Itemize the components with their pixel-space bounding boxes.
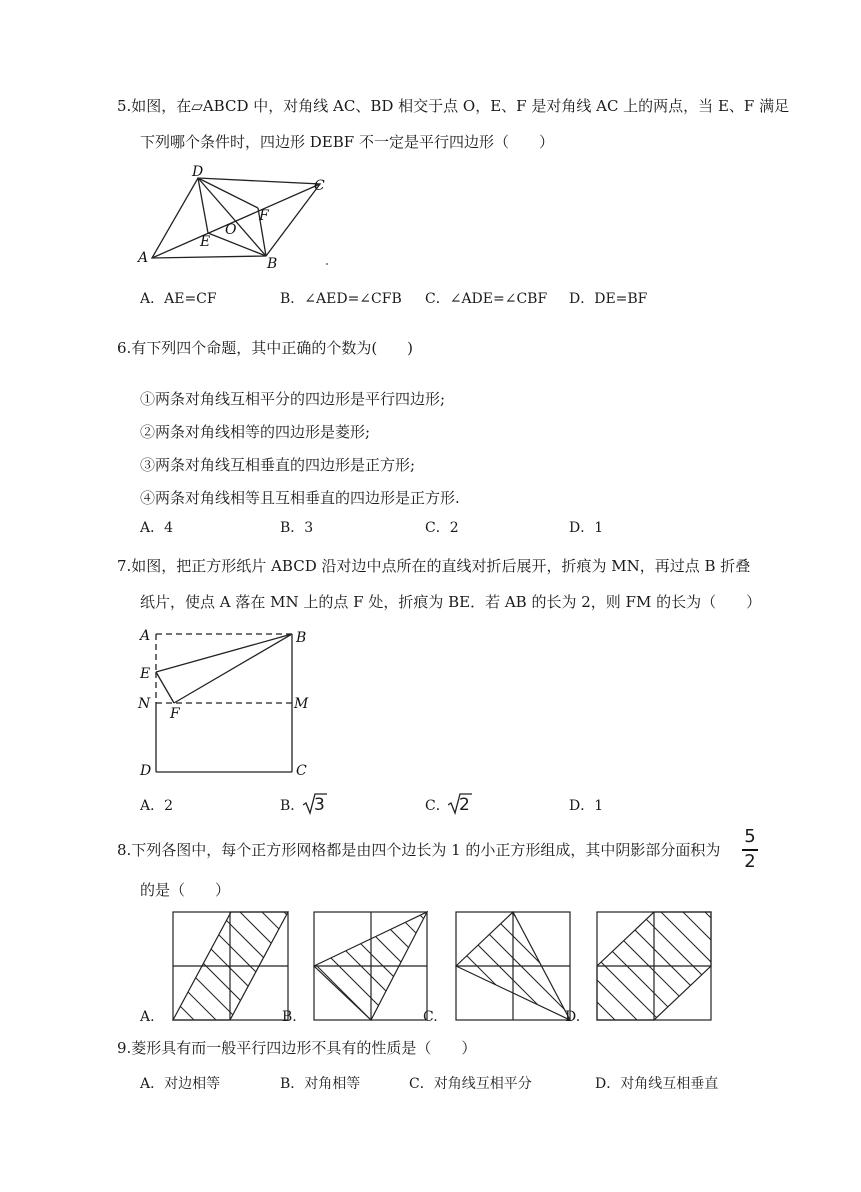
q5-stem-line2: 下列哪个条件时，四边形 DEBF 不一定是平行四边形（ ） <box>140 133 554 151</box>
q9-stem: 9.菱形具有而一般平行四边形不具有的性质是（ ） <box>117 1039 477 1057</box>
q5-label-f: F <box>259 208 269 224</box>
q8-option-c[interactable]: C. <box>423 1009 438 1025</box>
q7-option-c[interactable] <box>425 796 450 816</box>
q7-label-e: E <box>140 666 151 682</box>
q5-stem-line1: 5.如图，在▱ABCD 中，对角线 AC、BD 相交于点 O，E、F 是对角线 AC 上的两点，当 E、F 满足 <box>117 97 790 115</box>
q5-label-e: E <box>200 234 211 250</box>
q6-statement-1: ①两条对角线互相平分的四边形是平行四边形; <box>140 390 446 408</box>
q7-label-n: N <box>138 696 151 712</box>
q6-option-c[interactable]: C．2 <box>425 520 459 536</box>
q7-label-a: A <box>140 628 151 644</box>
q8-fraction-numerator: 5 <box>744 826 756 847</box>
q8-stem-line2: 的是（ ） <box>140 881 231 899</box>
q8-option-a[interactable]: A. <box>140 1009 155 1025</box>
q7-option-b-letter: B． <box>280 798 305 814</box>
q7-option-d[interactable]: D．1 <box>569 798 604 814</box>
q5-parallelogram-figure <box>130 162 340 274</box>
q5-option-a[interactable]: A．AE=CF <box>140 291 217 307</box>
q7-option-b-radicand: 3 <box>314 795 325 815</box>
q7-option-c-radicand: 2 <box>459 795 470 815</box>
q6-option-a[interactable]: A．4 <box>140 520 174 536</box>
q7-label-m: M <box>294 696 309 712</box>
q6-statement-3: ③两条对角线互相垂直的四边形是正方形; <box>140 456 416 474</box>
q5-label-c: C <box>314 178 325 194</box>
q6-statement-4: ④两条对角线相等且互相垂直的四边形是正方形. <box>140 489 460 507</box>
q5-label-a: A <box>138 250 149 266</box>
q6-option-d[interactable]: D．1 <box>569 520 604 536</box>
q7-option-a[interactable]: A．2 <box>140 798 174 814</box>
q7-label-c: C <box>296 763 307 779</box>
q8-fraction-denominator: 2 <box>744 851 756 872</box>
q7-stem-line2: 纸片，使点 A 落在 MN 上的点 F 处，折痕为 BE．若 AB 的长为 2，则 FM 的长为（ ） <box>140 593 762 611</box>
q8-option-d[interactable]: D. <box>565 1009 581 1025</box>
q7-label-f: F <box>170 706 180 722</box>
q9-option-a[interactable]: A．对边相等 <box>140 1076 221 1092</box>
q8-grid-d <box>570 905 740 1030</box>
q5-label-d: D <box>192 164 204 180</box>
q8-grids <box>130 905 770 1030</box>
q5-option-b[interactable]: B．∠AED=∠CFB <box>280 291 402 307</box>
q6-statement-2: ②两条对角线相等的四边形是菱形; <box>140 423 371 441</box>
q5-option-d[interactable]: D．DE=BF <box>569 291 648 307</box>
q7-label-b: B <box>296 630 307 646</box>
q5-label-o: O <box>225 222 237 238</box>
q9-option-c[interactable]: C．对角线互相平分 <box>409 1076 532 1092</box>
q7-square-figure <box>130 624 320 784</box>
q8-option-b[interactable]: B. <box>282 1009 297 1025</box>
q7-label-d: D <box>140 763 152 779</box>
q5-option-c[interactable]: C．∠ADE=∠CBF <box>425 291 548 307</box>
q8-stem-line1: 8.下列各图中，每个正方形网格都是由四个边长为 1 的小正方形组成，其中阴影部分面积为 <box>117 841 721 859</box>
q9-option-d[interactable]: D．对角线互相垂直 <box>595 1076 719 1092</box>
q5-label-b: B <box>267 256 278 272</box>
q7-stem-line1: 7.如图，把正方形纸片 ABCD 沿对边中点所在的直线对折后展开，折痕为 MN，再过点 B 折叠 <box>117 557 751 575</box>
q7-option-c-letter: C． <box>425 798 450 814</box>
q6-option-b[interactable]: B．3 <box>280 520 314 536</box>
q7-option-b[interactable] <box>280 796 304 816</box>
q9-option-b[interactable]: B．对角相等 <box>280 1076 361 1092</box>
q6-stem: 6.有下列四个命题，其中正确的个数为( ) <box>117 339 414 357</box>
